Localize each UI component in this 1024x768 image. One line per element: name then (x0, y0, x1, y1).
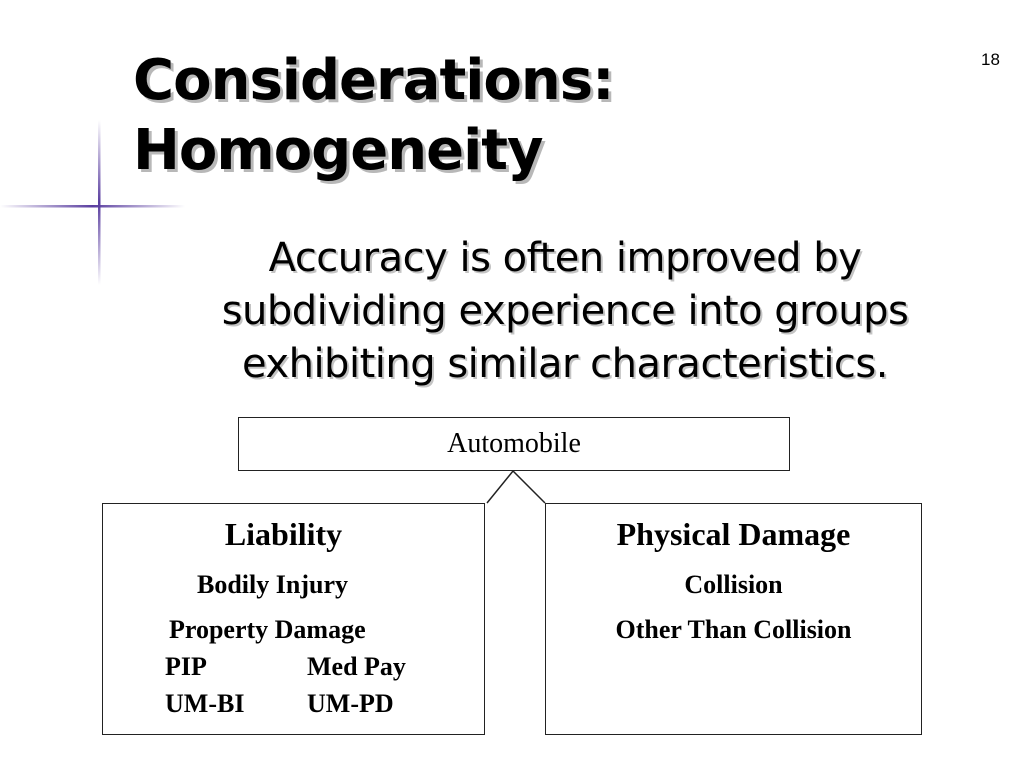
liability-item-med-pay: Med Pay (307, 652, 406, 681)
body-bullet-text: Accuracy is often improved by subdividing experience into groups exhibiting similar characteristics. (221, 235, 909, 387)
automobile-box (238, 417, 790, 471)
physical-damage-heading: Physical Damage (616, 516, 851, 552)
slide-number: 18 (981, 50, 1000, 69)
slide-title-line-2: Homogeneity (133, 118, 543, 183)
slide-title-line-1: Considerations: (133, 48, 614, 113)
liability-item-um-bi: UM-BI (165, 689, 245, 718)
liability-heading: Liability (224, 516, 343, 552)
automobile-label: Automobile (447, 428, 581, 459)
physical-damage-item-collision: Collision (684, 570, 783, 599)
liability-item-property-damage: Property Damage (169, 615, 366, 644)
liability-item-bodily-injury: Bodily Injury (197, 570, 348, 599)
physical-damage-box (545, 503, 922, 735)
liability-item-pip: PIP (165, 652, 207, 681)
physical-damage-item-other-than-collision: Other Than Collision (615, 615, 852, 644)
liability-item-um-pd: UM-PD (307, 689, 394, 718)
liability-box (102, 503, 485, 735)
